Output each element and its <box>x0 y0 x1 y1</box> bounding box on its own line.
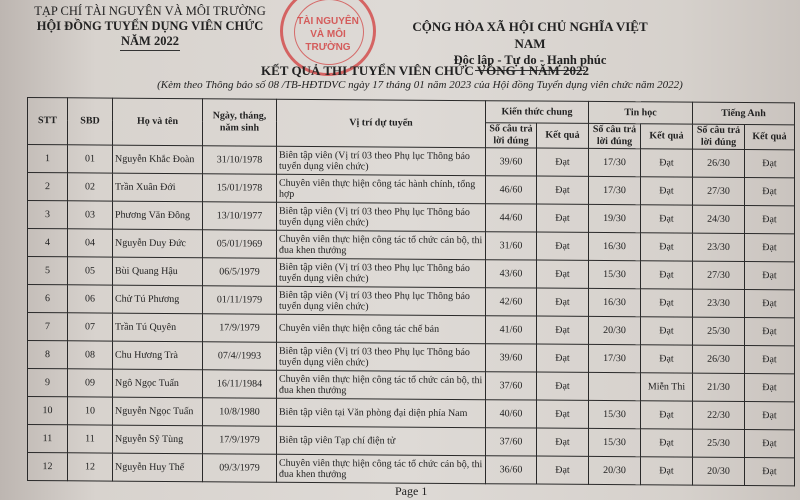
cell-general-result: Đạt <box>537 428 589 456</box>
cell-english-result: Đạt <box>745 374 795 402</box>
cell-stt: 2 <box>28 173 68 201</box>
header-result: Kết quả <box>745 125 795 150</box>
cell-sbd: 01 <box>68 145 113 173</box>
cell-name: Ngô Ngọc Tuấn <box>113 369 203 398</box>
cell-name: Trần Xuân Đới <box>113 173 203 202</box>
cell-sbd: 06 <box>68 285 113 313</box>
cell-sbd: 10 <box>68 397 113 425</box>
cell-english-result: Đạt <box>745 346 795 374</box>
cell-dob: 06/5/1979 <box>203 258 277 287</box>
cell-position: Chuyên viên thực hiện công tác chế bản <box>277 314 486 343</box>
national-motto: Độc lập - Tự do - Hạnh phúc <box>453 53 607 67</box>
cell-general-correct: 39/60 <box>486 344 537 372</box>
cell-english-result: Đạt <box>745 458 795 486</box>
cell-name: Chu Hương Trà <box>113 341 203 370</box>
cell-english-correct: 27/30 <box>693 177 745 205</box>
cell-position: Biên tập viên Tạp chí điện tử <box>277 426 486 455</box>
cell-it-result: Đạt <box>641 233 693 261</box>
cell-it-correct: 19/30 <box>589 204 641 232</box>
cell-it-correct: 16/30 <box>589 232 641 260</box>
cell-general-correct: 31/60 <box>486 232 537 260</box>
cell-english-correct: 27/30 <box>693 261 745 289</box>
cell-it-correct: 15/30 <box>589 428 641 456</box>
cell-english-result: Đạt <box>745 290 795 318</box>
cell-dob: 31/10/1978 <box>203 146 277 175</box>
cell-dob: 13/10/1977 <box>203 202 277 231</box>
org-name: TẠP CHÍ TÀI NGUYÊN VÀ MÔI TRƯỜNG <box>34 4 266 18</box>
cell-english-result: Đạt <box>745 402 795 430</box>
cell-name: Chử Tú Phương <box>113 285 203 314</box>
cell-it-result: Đạt <box>641 457 693 485</box>
cell-sbd: 08 <box>68 341 113 369</box>
cell-stt: 1 <box>28 145 68 173</box>
cell-general-correct: 37/60 <box>486 428 537 456</box>
cell-english-correct: 26/30 <box>693 345 745 373</box>
cell-english-result: Đạt <box>745 318 795 346</box>
cell-english-correct: 23/30 <box>693 289 745 317</box>
cell-name: Nguyễn Sỹ Tùng <box>113 425 203 454</box>
cell-it-correct <box>589 372 641 400</box>
cell-name: Nguyễn Duy Đức <box>113 229 203 258</box>
header-stt: STT <box>28 98 68 145</box>
header-it: Tin học <box>589 101 693 124</box>
cell-english-correct: 26/30 <box>693 149 745 177</box>
council-name: HỘI ĐỒNG TUYỂN DỤNG VIÊN CHỨC <box>36 19 264 33</box>
cell-position: Biên tập viên (Vị trí 03 theo Phụ lục Thông báo tuyển dụng viên chức) <box>277 286 486 315</box>
cell-general-result: Đạt <box>537 316 589 344</box>
nation-name: CỘNG HÒA XÃ HỘI CHỦ NGHĨA VIỆT NAM <box>412 19 648 51</box>
cell-name: Nguyễn Ngọc Tuấn <box>113 397 203 426</box>
cell-sbd: 03 <box>68 201 113 229</box>
cell-general-correct: 36/60 <box>486 456 537 484</box>
cell-general-result: Đạt <box>537 456 589 484</box>
header-general-knowledge: Kiến thức chung <box>486 101 589 124</box>
cell-it-correct: 16/30 <box>589 288 641 316</box>
page-number: Page 1 <box>395 484 428 498</box>
cell-english-correct: 24/30 <box>693 205 745 233</box>
cell-general-correct: 37/60 <box>486 372 537 400</box>
cell-dob: 16/11/1984 <box>203 370 277 399</box>
cell-english-correct: 20/30 <box>693 457 745 485</box>
results-table <box>27 97 795 486</box>
cell-dob: 07/4//1993 <box>203 342 277 371</box>
cell-general-result: Đạt <box>537 232 589 260</box>
cell-english-result: Đạt <box>745 206 795 234</box>
organization-header <box>30 4 270 51</box>
cell-dob: 05/01/1969 <box>203 230 277 259</box>
cell-it-result: Đạt <box>641 149 693 177</box>
cell-dob: 17/9/1979 <box>203 314 277 343</box>
cell-english-result: Đạt <box>745 150 795 178</box>
divider <box>120 50 180 51</box>
cell-name: Nguyễn Huy Thế <box>113 453 203 482</box>
cell-it-correct: 17/30 <box>589 176 641 204</box>
cell-it-result: Đạt <box>641 289 693 317</box>
cell-english-correct: 21/30 <box>693 373 745 401</box>
cell-stt: 3 <box>28 201 68 229</box>
document-title: KẾT QUẢ THI TUYỂN VIÊN CHỨC VÒNG 1 NĂM 2022 <box>260 63 590 78</box>
cell-stt: 12 <box>28 453 68 481</box>
cell-sbd: 05 <box>68 257 113 285</box>
cell-position: Biên tập viên (Vị trí 03 theo Phụ lục Thông báo tuyển dụng viên chức) <box>277 258 486 287</box>
cell-it-correct: 20/30 <box>589 316 641 344</box>
document-subtitle: (Kèm theo Thông báo số 08 /TB-HĐTDVC ngày 17 tháng 01 năm 2023 của Hội đồng Tuyển dụng viên chức năm 2022) <box>157 79 683 91</box>
cell-it-result: Đạt <box>641 205 693 233</box>
cell-general-correct: 41/60 <box>486 316 537 344</box>
cell-name: Phương Văn Đông <box>113 201 203 230</box>
stamp-text: TÀI NGUYÊN VÀ MÔI TRƯỜNG <box>297 16 359 53</box>
header-correct: Số câu trả lời đúng <box>693 124 745 149</box>
cell-sbd: 12 <box>68 453 113 481</box>
cell-dob: 10/8/1980 <box>203 398 277 427</box>
cell-stt: 11 <box>28 425 68 453</box>
cell-english-correct: 25/30 <box>693 429 745 457</box>
cell-english-correct: 25/30 <box>693 317 745 345</box>
header-correct: Số câu trả lời đúng <box>589 123 641 148</box>
cell-name: Bùi Quang Hậu <box>113 257 203 286</box>
cell-dob: 09/3/1979 <box>203 454 277 483</box>
cell-sbd: 04 <box>68 229 113 257</box>
cell-position: Chuyên viên thực hiện công tác tổ chức cán bộ, thi đua khen thưởng <box>277 230 486 259</box>
cell-position: Chuyên viên thực hiện công tác tổ chức cán bộ, thi đua khen thưởng <box>277 370 486 399</box>
cell-stt: 10 <box>28 397 68 425</box>
cell-it-result: Đạt <box>641 345 693 373</box>
cell-general-correct: 42/60 <box>486 288 537 316</box>
cell-dob: 17/9/1979 <box>203 426 277 455</box>
cell-english-correct: 23/30 <box>693 233 745 261</box>
cell-general-result: Đạt <box>537 400 589 428</box>
cell-position: Chuyên viên thực hiện công tác tổ chức cán bộ, thi đua khen thưởng <box>277 454 486 483</box>
header-result: Kết quả <box>641 124 693 149</box>
cell-stt: 4 <box>28 229 68 257</box>
header-sbd: SBD <box>68 98 113 145</box>
cell-position: Biên tập viên (Vị trí 03 theo Phụ lục Thông báo tuyển dụng viên chức) <box>277 146 486 175</box>
cell-stt: 8 <box>28 341 68 369</box>
cell-it-correct: 20/30 <box>589 456 641 484</box>
cell-sbd: 02 <box>68 173 113 201</box>
cell-stt: 6 <box>28 285 68 313</box>
cell-english-result: Đạt <box>745 178 795 206</box>
cell-it-result: Đạt <box>641 401 693 429</box>
council-year: NĂM 2022 <box>121 34 179 48</box>
header-position: Vị trí dự tuyển <box>277 99 486 147</box>
cell-general-result: Đạt <box>537 148 589 176</box>
cell-it-correct: 15/30 <box>589 260 641 288</box>
cell-it-result: Đạt <box>641 429 693 457</box>
cell-dob: 01/11/1979 <box>203 286 277 315</box>
cell-english-result: Đạt <box>745 430 795 458</box>
cell-sbd: 07 <box>68 313 113 341</box>
cell-it-correct: 17/30 <box>589 344 641 372</box>
cell-general-result: Đạt <box>537 288 589 316</box>
cell-general-correct: 44/60 <box>486 204 537 232</box>
cell-sbd: 11 <box>68 425 113 453</box>
cell-general-result: Đạt <box>537 344 589 372</box>
cell-english-result: Đạt <box>745 262 795 290</box>
cell-sbd: 09 <box>68 369 113 397</box>
header-correct: Số câu trả lời đúng <box>486 123 537 148</box>
cell-position: Biên tập viên (Vị trí 03 theo Phụ lục Thông báo tuyển dụng viên chức) <box>277 342 486 371</box>
header-name: Họ và tên <box>113 98 203 146</box>
header-result: Kết quả <box>537 123 589 148</box>
cell-dob: 15/01/1978 <box>203 174 277 203</box>
cell-position: Biên tập viên tại Văn phòng đại diện phía Nam <box>277 398 486 427</box>
cell-english-correct: 22/30 <box>693 401 745 429</box>
cell-it-result: Đạt <box>641 261 693 289</box>
cell-english-result: Đạt <box>745 234 795 262</box>
header-english: Tiếng Anh <box>693 102 795 125</box>
cell-general-result: Đạt <box>537 176 589 204</box>
cell-stt: 5 <box>28 257 68 285</box>
cell-position: Chuyên viên thực hiện công tác hành chính, tổng hợp <box>277 174 486 203</box>
cell-name: Nguyễn Khắc Đoàn <box>113 145 203 174</box>
cell-stt: 7 <box>28 313 68 341</box>
cell-general-result: Đạt <box>537 260 589 288</box>
cell-general-correct: 39/60 <box>486 148 537 176</box>
cell-general-result: Đạt <box>537 372 589 400</box>
cell-it-correct: 17/30 <box>589 148 641 176</box>
cell-general-correct: 40/60 <box>486 400 537 428</box>
table-row <box>28 453 795 486</box>
cell-it-correct: 15/30 <box>589 400 641 428</box>
cell-it-result: Đạt <box>641 317 693 345</box>
cell-stt: 9 <box>28 369 68 397</box>
cell-name: Trần Tú Quyên <box>113 313 203 342</box>
cell-it-result: Đạt <box>641 177 693 205</box>
cell-it-result: Miễn Thi <box>641 373 693 401</box>
cell-general-correct: 46/60 <box>486 176 537 204</box>
cell-general-correct: 43/60 <box>486 260 537 288</box>
cell-position: Biên tập viên (Vị trí 03 theo Phụ lục Thông báo tuyển dụng viên chức) <box>277 202 486 231</box>
header-dob: Ngày, tháng, năm sinh <box>203 99 277 147</box>
cell-general-result: Đạt <box>537 204 589 232</box>
